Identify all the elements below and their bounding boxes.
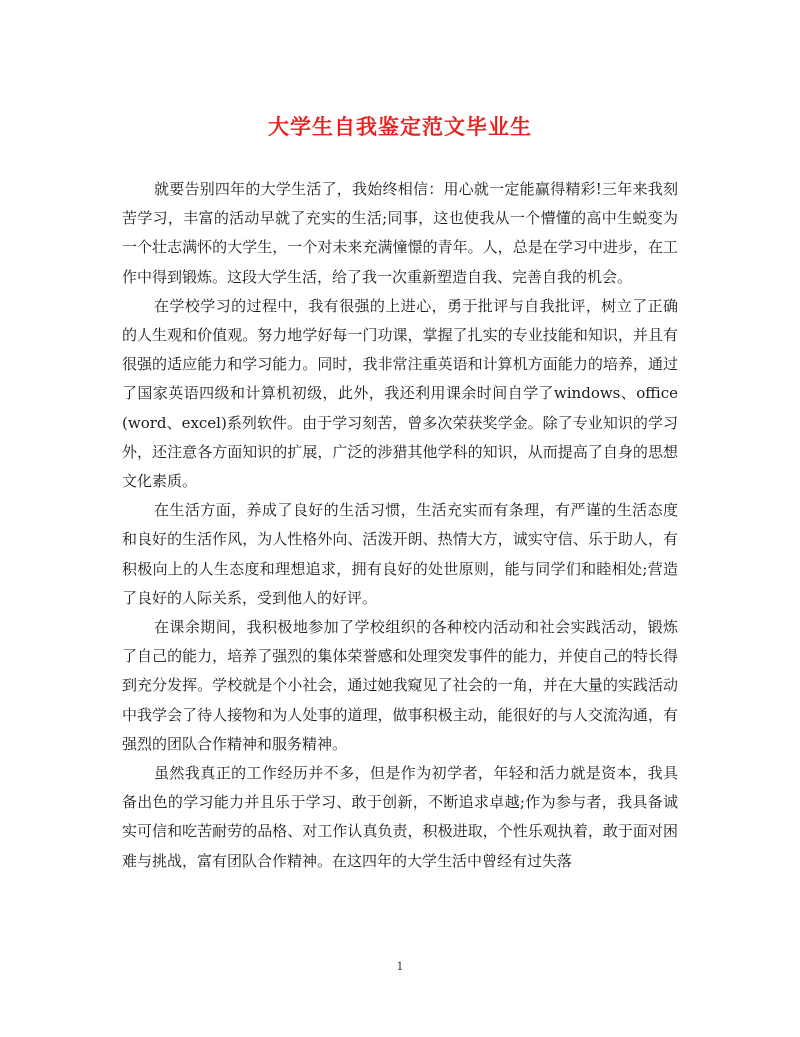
paragraph-4: 在课余期间，我积极地参加了学校组织的各种校内活动和社会实践活动，锻炼了自己的能力，培养了强烈的集体荣誉感和处理突发事件的能力，并使自己的特长得到充分发挥。学校就是个小社会，通过她我窥见了社会的一角，并在大量的实践活动中我学会了待人接物和为人处事的道理，做事积极主动，能很好的与人交流沟通，有强烈的团队合作精神和服务精神。 <box>122 618 678 753</box>
document-body <box>122 175 678 876</box>
page-number: 1 <box>396 960 404 973</box>
paragraph-3: 在生活方面，养成了良好的生活习惯，生活充实而有条理，有严谨的生活态度和良好的生活作风，为人性格外向、活泼开朗、热情大方，诚实守信、乐于助人，有积极向上的人生态度和理想追求，拥有良好的处世原则，能与同学们和睦相处;营造了良好的人际关系，受到他人的好评。 <box>122 501 678 607</box>
document-title: 大学生自我鉴定范文毕业生 <box>268 114 532 139</box>
paragraph-1: 就要告别四年的大学生活了，我始终相信：用心就一定能赢得精彩!三年来我刻苦学习，丰富的活动早就了充实的生活;同事，这也使我从一个懵懂的高中生蜕变为一个壮志满怀的大学生，一个对未来充满憧憬的青年。人，总是在学习中进步，在工作中得到锻炼。这段大学生活，给了我一次重新塑造自我、完善自我的机会。 <box>122 180 678 286</box>
paragraph-2: 在学校学习的过程中，我有很强的上进心，勇于批评与自我批评，树立了正确的人生观和价值观。努力地学好每一门功课，掌握了扎实的专业技能和知识，并且有很强的适应能力和学习能力。同时，我非常注重英语和计算机方面能力的培养，通过了国家英语四级和计算机初级，此外，我还利用课余时间自学了windows、office(word、excel)系列软件。由于学习刻苦，曾多次荣获奖学金。除了专业知识的学习外，还注意各方面知识的扩展，广泛的涉猎其他学科的知识，从而提高了自身的思想文化素质。 <box>122 296 678 491</box>
paragraph-5: 虽然我真正的工作经历并不多，但是作为初学者，年轻和活力就是资本，我具备出色的学习能力并且乐于学习、敢于创新，不断追求卓越;作为参与者，我具备诚实可信和吃苦耐劳的品格、对工作认真负责，积极进取，个性乐观执着，敢于面对困难与挑战，富有团队合作精神。在这四年的大学生活中曾经有过失落 <box>122 764 678 870</box>
